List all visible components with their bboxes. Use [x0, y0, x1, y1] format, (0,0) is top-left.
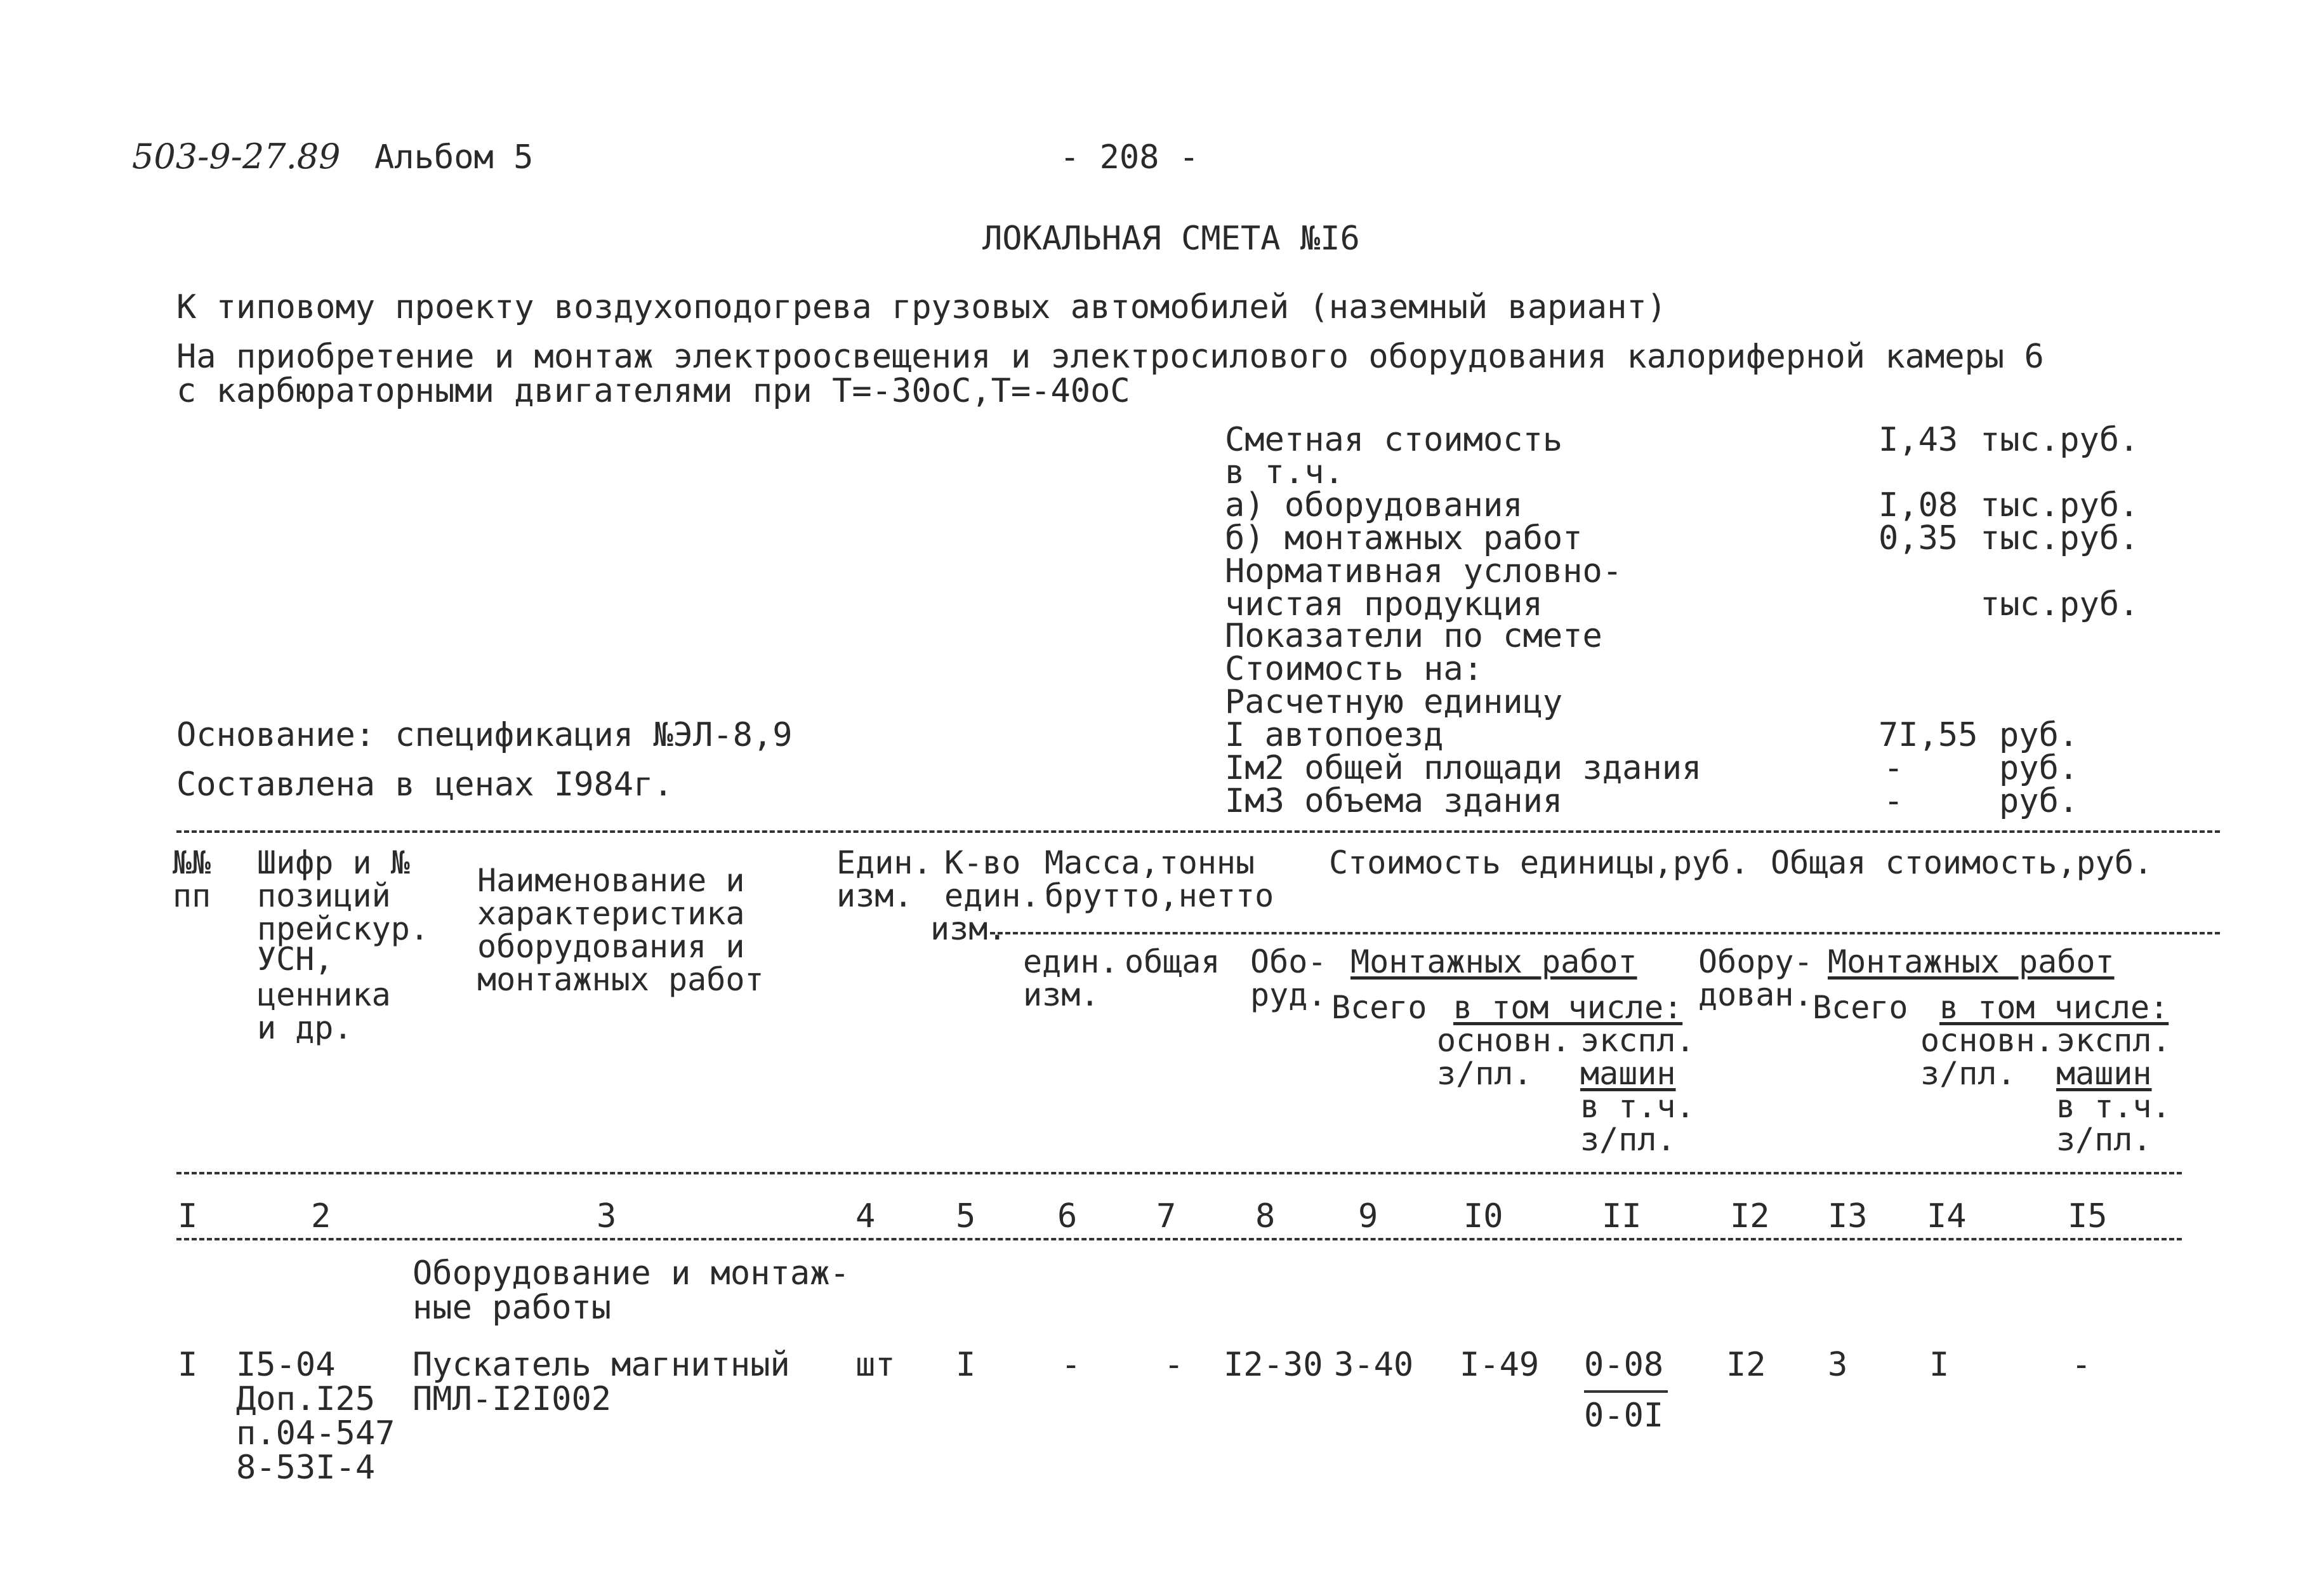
row-code-2: Доп.I25 — [236, 1380, 376, 1418]
row-equip: I2-30 — [1224, 1346, 1323, 1384]
header-num-2: пп — [173, 877, 211, 914]
col-number: II — [1602, 1197, 1642, 1235]
header-total-cost: Общая стоимость,руб. — [1771, 844, 2153, 881]
col-number: I0 — [1463, 1197, 1503, 1235]
header-mass-1: Масса,тонны — [1045, 844, 1255, 881]
summary-install-value: 0,35 — [1878, 519, 1958, 557]
subtitle-conditions: с карбюраторными двигателями при Т=-30оС,Т=-40оС — [176, 372, 1130, 410]
row-install-machine-wage: 0-0I — [1584, 1397, 1664, 1435]
col-number: 8 — [1255, 1197, 1276, 1235]
section-heading-2: ные работы — [413, 1289, 612, 1327]
header-install-machine-3: в т.ч. — [1580, 1088, 1695, 1125]
row-total-machine: - — [2071, 1346, 2092, 1384]
subtitle-purpose: На приобретение и монтаж электроосвещения и электросилового оборудования калориферной камеры 6 — [176, 338, 2044, 376]
summary-equip-value: I,08 — [1878, 486, 1958, 524]
header-code-6: и др. — [257, 1009, 353, 1046]
header-mass-2: брутто,нетто — [1045, 877, 1274, 914]
row-fraction-bar — [1584, 1390, 1668, 1393]
header-code-4: УСН, — [257, 941, 334, 978]
summary-norm-line1: Нормативная условно- — [1225, 552, 1623, 590]
summary-cost-unit: тыс.руб. — [1980, 421, 2139, 459]
summary-per-m2-value: - — [1884, 749, 1904, 787]
summary-cost-label: Сметная стоимость — [1225, 421, 1563, 459]
header-num-1: №№ — [173, 844, 211, 881]
header-install-basic-1: основн. — [1437, 1022, 1571, 1059]
header-mid-rule — [990, 932, 2220, 934]
row-qty: I — [956, 1346, 976, 1384]
row-equip-total: I2 — [1726, 1346, 1766, 1384]
header-bottom-rule — [176, 1172, 2182, 1174]
header-total-machine-2: машин — [2056, 1055, 2152, 1092]
header-equip-1: Обо- — [1250, 943, 1327, 980]
header-qty-2: един. — [944, 877, 1040, 914]
row-num: I — [178, 1346, 198, 1384]
row-name-2: ПМЛ-I2I002 — [413, 1380, 612, 1418]
summary-per-m2-label: Iм2 общей площади здания — [1225, 749, 1702, 787]
row-mass-total: - — [1164, 1346, 1184, 1384]
summary-cost-value: I,43 — [1878, 421, 1958, 459]
header-total-install: Монтажных работ — [1828, 943, 2115, 980]
summary-per-m3-label: Iм3 объема здания — [1225, 782, 1563, 820]
header-name-3: оборудования и — [477, 928, 745, 965]
header-qty-3: изм. — [930, 910, 1007, 947]
summary-install-unit: тыс.руб. — [1980, 519, 2139, 557]
header-unit-1: Един. — [836, 844, 932, 881]
header-code-3: прейскур. — [257, 910, 429, 947]
header-name-2: характеристика — [477, 895, 745, 932]
row-code-1: I5-04 — [236, 1346, 336, 1384]
row-code-3: п.04-547 — [236, 1414, 395, 1452]
header-mass-unit-1: един. — [1023, 943, 1119, 980]
header-total-incl: в том числе: — [1939, 989, 2169, 1026]
header-equip-total-2: дован. — [1698, 976, 1813, 1013]
summary-per-m3-value: - — [1884, 782, 1904, 820]
page-number: - 208 - — [1060, 138, 1199, 176]
header-install-total: Всего — [1331, 989, 1427, 1026]
summary-install-label: б) монтажных работ — [1225, 519, 1583, 557]
header-code-5: ценника — [257, 976, 391, 1013]
header-install-machine-1: экспл. — [1580, 1022, 1695, 1059]
header-equip-total-1: Обору- — [1698, 943, 1813, 980]
col-number: I5 — [2068, 1197, 2108, 1235]
row-name-1: Пускатель магнитный — [413, 1346, 790, 1384]
col-number: 2 — [311, 1197, 331, 1235]
summary-cost-per: Стоимость на: — [1225, 650, 1483, 688]
header-install-basic-2: з/пл. — [1437, 1055, 1533, 1092]
section-heading-1: Оборудование и монтаж- — [413, 1254, 850, 1293]
col-number: 6 — [1057, 1197, 1078, 1235]
header-total-machine-3: в т.ч. — [2056, 1088, 2171, 1125]
header-code-2: позиций — [257, 877, 391, 914]
header-qty-1: К-во — [944, 844, 1021, 881]
summary-calc-unit: Расчетную единицу — [1225, 683, 1563, 721]
row-unit: шт — [855, 1346, 895, 1384]
row-code-4: 8-53I-4 — [236, 1449, 376, 1487]
summary-norm-unit: тыс.руб. — [1980, 585, 2139, 623]
col-number: I4 — [1927, 1197, 1967, 1235]
header-name-4: монтажных работ — [477, 961, 764, 998]
row-install-basic: I-49 — [1460, 1346, 1540, 1384]
row-install-machine: 0-08 — [1584, 1346, 1664, 1384]
header-total-machine-1: экспл. — [2056, 1022, 2171, 1059]
row-total-basic: I — [1929, 1346, 1950, 1384]
page-title: ЛОКАЛЬНАЯ СМЕТА №I6 — [982, 220, 1360, 258]
summary-incl: в т.ч. — [1225, 453, 1344, 491]
subtitle-project: К типовому проекту воздухоподогрева грузовых автомобилей (наземный вариант) — [176, 288, 1667, 326]
summary-per-train-label: I автопоезд — [1225, 716, 1444, 754]
header-mass-total: общая — [1125, 943, 1220, 980]
summary-per-m2-unit: руб. — [1999, 749, 2079, 787]
summary-norm-line2: чистая продукция — [1225, 585, 1543, 623]
header-install-unit: Монтажных работ — [1350, 943, 1637, 980]
col-number: 4 — [855, 1197, 876, 1235]
col-number: 5 — [956, 1197, 976, 1235]
col-number: 3 — [597, 1197, 617, 1235]
col-number: I3 — [1828, 1197, 1868, 1235]
header-equip-2: руд. — [1250, 976, 1327, 1013]
header-mass-unit-2: изм. — [1023, 976, 1100, 1013]
col-number: I — [178, 1197, 198, 1235]
col-numbers-rule — [176, 1238, 2182, 1240]
album-label: Альбом 5 — [374, 138, 534, 176]
table-top-rule — [176, 830, 2220, 833]
summary-equip-label: а) оборудования — [1225, 486, 1523, 524]
basis-line: Основание: спецификация №ЭЛ-8,9 — [176, 716, 793, 754]
row-install-total: 3-40 — [1334, 1346, 1414, 1384]
header-install-machine-4: з/пл. — [1580, 1121, 1676, 1158]
summary-per-train-value: 7I,55 — [1878, 716, 1978, 754]
header-unit-cost: Стоимость единицы,руб. — [1329, 844, 1750, 881]
row-mass-unit: - — [1061, 1346, 1081, 1384]
col-number: 7 — [1156, 1197, 1177, 1235]
row-total-all: 3 — [1828, 1346, 1848, 1384]
col-number: I2 — [1730, 1197, 1770, 1235]
col-number: 9 — [1358, 1197, 1378, 1235]
summary-per-train-unit: руб. — [1999, 716, 2079, 754]
summary-indicators: Показатели по смете — [1225, 617, 1602, 655]
header-total-all: Всего — [1812, 989, 1908, 1026]
prices-line: Составлена в ценах I984г. — [176, 766, 673, 804]
header-install-incl: в том числе: — [1453, 989, 1683, 1026]
header-total-basic-1: основн. — [1920, 1022, 2054, 1059]
summary-equip-unit: тыс.руб. — [1980, 486, 2139, 524]
header-total-basic-2: з/пл. — [1920, 1055, 2016, 1092]
header-install-machine-2: машин — [1580, 1055, 1676, 1092]
summary-per-m3-unit: руб. — [1999, 782, 2079, 820]
header-name-1: Наименование и — [477, 862, 745, 899]
header-code-1: Шифр и № — [257, 844, 410, 881]
header-unit-2: изм. — [836, 877, 913, 914]
document-code: 503-9-27.89 — [132, 136, 341, 176]
header-total-machine-4: з/пл. — [2056, 1121, 2152, 1158]
